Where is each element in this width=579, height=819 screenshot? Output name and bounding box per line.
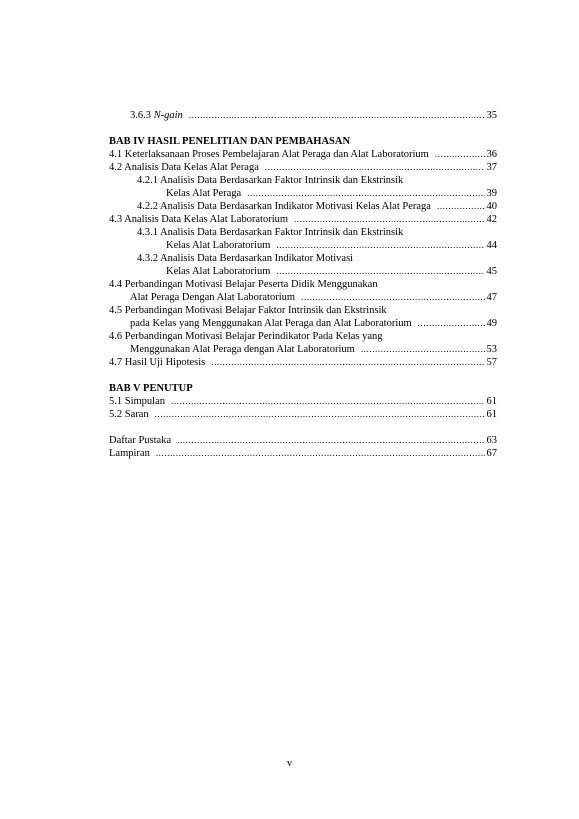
toc-entry-4-1 [109,148,497,161]
toc-page-number: 67 [486,448,497,459]
toc-entry-label: 4.7 Hasil Uji Hipotesis [109,357,206,368]
toc-entry-label: Daftar Pustaka [109,435,172,446]
table-of-contents [109,109,497,460]
toc-entry-5-2 [109,408,497,421]
toc-entry-4-5-cont [109,317,497,330]
toc-entry-4-2-1: 4.2.1 Analisis Data Berdasarkan Faktor Intrinsik dan Ekstrinsik [137,175,404,186]
dot-leader [276,265,484,278]
toc-entry-label-italic: N-gain [153,110,183,121]
dot-leader [361,343,485,356]
page-number: v [286,758,293,769]
toc-entry-label: pada Kelas yang Menggunakan Alat Peraga dan Alat Laboratorium [130,318,412,329]
toc-entry-label: 5.2 Saran [109,409,149,420]
toc-entry-lampiran [109,447,497,460]
toc-entry-label: 4.1 Keterlaksanaan Proses Pembelajaran Alat Peraga dan Alat Laboratorium [109,149,429,160]
dot-leader [177,434,484,447]
dot-leader [189,109,485,122]
toc-entry-4-3 [109,213,497,226]
dot-leader [435,148,485,161]
dot-leader [418,317,485,330]
toc-page-number: 37 [486,162,497,173]
toc-entry-4-6-cont [109,343,497,356]
dot-leader [437,200,485,213]
toc-entry-4-5: 4.5 Perbandingan Motivasi Belajar Faktor Intrinsik dan Ekstrinsik [109,305,387,316]
toc-page-number: 47 [486,292,497,303]
chapter-heading-bab-v: BAB V PENUTUP [109,383,193,394]
dot-leader [301,291,484,304]
dot-leader [156,447,485,460]
toc-page-number: 61 [486,396,497,407]
toc-entry-daftar-pustaka [109,434,497,447]
toc-entry-label: Menggunakan Alat Peraga dengan Alat Laboratorium [130,344,355,355]
toc-entry-4-3-1: 4.3.1 Analisis Data Berdasarkan Faktor Intrinsik dan Ekstrinsik [137,227,404,238]
toc-entry-label: 4.2 Analisis Data Kelas Alat Peraga [109,162,259,173]
toc-entry-3-6-3 [109,109,497,122]
toc-entry-4-6: 4.6 Perbandingan Motivasi Belajar Perindikator Pada Kelas yang [109,331,383,342]
toc-page-number: 40 [486,201,497,212]
toc-page-number: 35 [486,110,497,121]
spacer [109,421,497,434]
toc-entry-4-3-2-cont [109,265,497,278]
toc-page-number: 45 [486,266,497,277]
toc-entry-label: Kelas Alat Peraga [166,188,242,199]
dot-leader [294,213,484,226]
toc-entry-4-4: 4.4 Perbandingan Motivasi Belajar Peserta Didik Menggunakan [109,279,378,290]
toc-entry-4-7 [109,356,497,369]
toc-entry-label: Kelas Alat Laboratorium [166,240,271,251]
toc-entry-label: Lampiran [109,448,150,459]
toc-entry-label: Kelas Alat Laboratorium [166,266,271,277]
dot-leader [276,239,484,252]
toc-entry-4-3-1-cont [109,239,497,252]
toc-entry-5-1 [109,395,497,408]
toc-entry-4-2 [109,161,497,174]
dot-leader [211,356,484,369]
toc-entry-4-3-2: 4.3.2 Analisis Data Berdasarkan Indikator Motivasi [137,253,354,264]
spacer [109,369,497,382]
toc-page-number: 53 [486,344,497,355]
toc-entry-4-2-2 [109,200,497,213]
dot-leader [247,187,484,200]
toc-page-number: 63 [486,435,497,446]
toc-page-number: 42 [486,214,497,225]
chapter-heading-bab-iv: BAB IV HASIL PENELITIAN DAN PEMBAHASAN [109,136,351,147]
toc-entry-label: 3.6.3 [130,110,154,121]
toc-page-number: 49 [486,318,497,329]
toc-entry-label: 4.3 Analisis Data Kelas Alat Laboratorium [109,214,289,225]
toc-page-number: 39 [486,188,497,199]
dot-leader [171,395,484,408]
dot-leader [155,408,485,421]
toc-entry-4-2-1-cont [109,187,497,200]
toc-entry-4-4-cont [109,291,497,304]
toc-page-number: 44 [486,240,497,251]
toc-entry-label: Alat Peraga Dengan Alat Laboratorium [130,292,296,303]
toc-entry-label: 5.1 Simpulan [109,396,166,407]
spacer [109,122,497,135]
toc-page-number: 36 [486,149,497,160]
toc-entry-label: 4.2.2 Analisis Data Berdasarkan Indikator Motivasi Kelas Alat Peraga [137,201,431,212]
toc-page-number: 57 [486,357,497,368]
toc-page-number: 61 [486,409,497,420]
dot-leader [265,161,485,174]
